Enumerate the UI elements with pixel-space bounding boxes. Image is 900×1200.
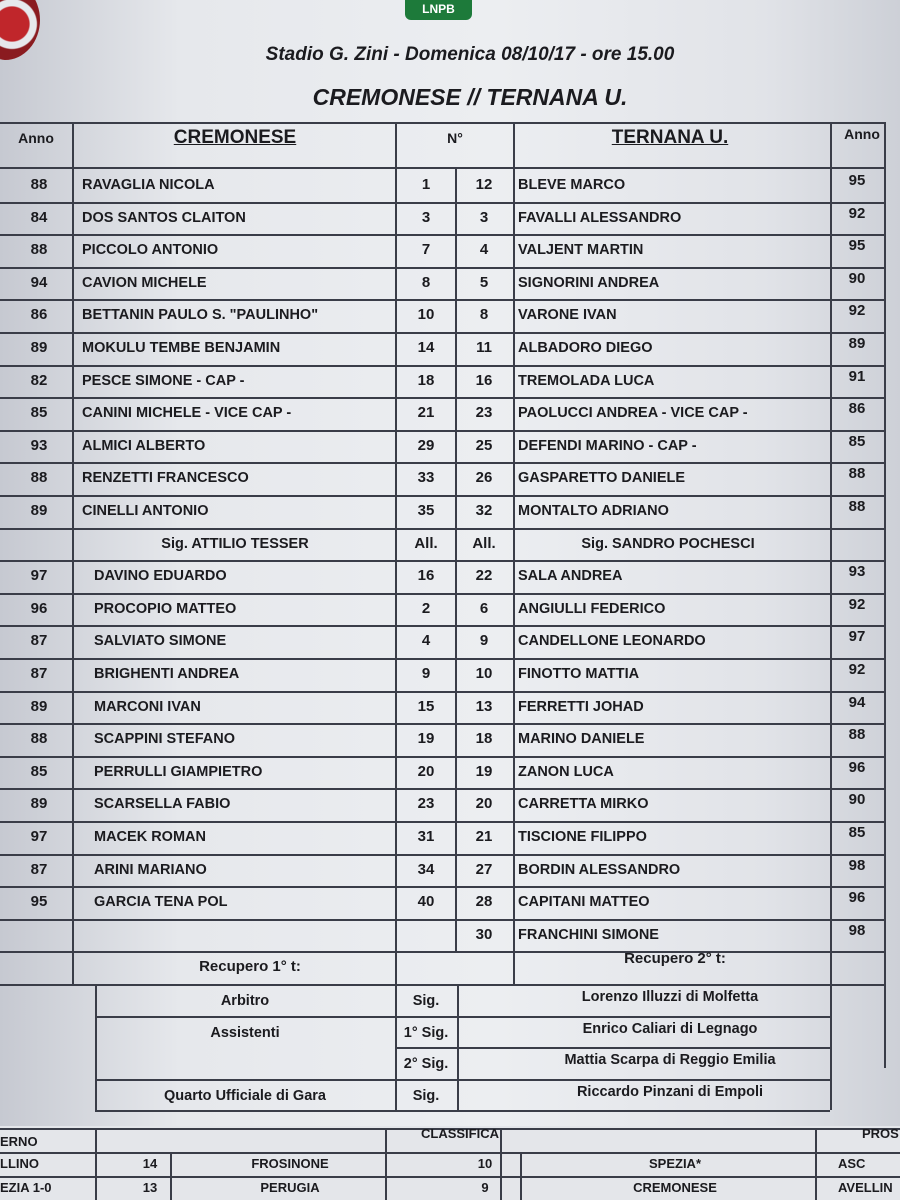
away-player-year: 92 bbox=[848, 595, 866, 613]
away-player-year: 94 bbox=[848, 693, 866, 711]
home-player-number: 1 bbox=[421, 176, 431, 193]
home-player-year: 84 bbox=[30, 208, 48, 226]
away-player-number: 4 bbox=[479, 241, 489, 259]
home-player-number: 21 bbox=[417, 404, 435, 422]
away-player-year: 92 bbox=[848, 302, 866, 320]
away-player-name: SIGNORINI ANDREA bbox=[518, 274, 660, 291]
away-player-name: DEFENDI MARINO - CAP - bbox=[518, 437, 697, 454]
column-divider bbox=[95, 984, 97, 1110]
official-name: Riccardo Pinzani di Empoli bbox=[576, 1083, 764, 1100]
header-year-home: Anno bbox=[18, 130, 54, 146]
away-player-number: 30 bbox=[475, 925, 493, 943]
away-player-number: 12 bbox=[475, 176, 493, 193]
away-player-name: VALJENT MARTIN bbox=[518, 242, 644, 259]
row-divider bbox=[0, 658, 884, 660]
away-player-year: 96 bbox=[848, 889, 866, 907]
home-player-number: 31 bbox=[417, 828, 435, 845]
home-player-number: 19 bbox=[417, 730, 435, 748]
standings-strip bbox=[0, 1126, 900, 1200]
away-player-number: 16 bbox=[475, 371, 493, 389]
home-player-year: 89 bbox=[30, 339, 48, 356]
footer-divider bbox=[520, 1152, 522, 1200]
home-player-name: BETTANIN PAULO S. "PAULINHO" bbox=[82, 307, 319, 324]
home-player-name: CAVION MICHELE bbox=[82, 274, 207, 291]
away-player-year: 98 bbox=[848, 921, 866, 939]
row-divider bbox=[0, 299, 884, 301]
row-divider bbox=[0, 528, 884, 530]
home-player-year: 88 bbox=[30, 176, 48, 193]
away-player-name: MARINO DANIELE bbox=[518, 731, 645, 748]
home-player-number: 9 bbox=[421, 665, 431, 682]
official-name: Mattia Scarpa di Reggio Emilia bbox=[564, 1052, 776, 1068]
away-coach: Sig. SANDRO POCHESCI bbox=[581, 535, 755, 552]
home-player-number: 16 bbox=[417, 567, 435, 585]
home-player-name: MACEK ROMAN bbox=[94, 829, 206, 845]
away-player-name: SALA ANDREA bbox=[518, 568, 623, 585]
away-player-number: 18 bbox=[475, 730, 493, 748]
away-player-number: 26 bbox=[475, 469, 493, 487]
row-divider bbox=[395, 1047, 830, 1049]
column-divider bbox=[884, 122, 886, 1068]
home-player-year: 87 bbox=[30, 665, 48, 682]
away-player-year: 95 bbox=[848, 172, 866, 189]
away-player-year: 97 bbox=[848, 628, 866, 646]
away-player-name: CAPITANI MATTEO bbox=[518, 894, 650, 911]
home-player-number: 18 bbox=[417, 371, 435, 389]
away-player-name: ANGIULLI FEDERICO bbox=[518, 600, 666, 617]
home-player-number: 33 bbox=[417, 469, 435, 487]
footer-cell: 14 bbox=[142, 1156, 158, 1171]
footer-divider bbox=[815, 1128, 817, 1200]
home-player-name: ALMICI ALBERTO bbox=[82, 437, 206, 454]
away-player-number: 6 bbox=[479, 599, 489, 617]
home-player-number: 10 bbox=[417, 306, 435, 324]
away-player-number: 28 bbox=[475, 893, 493, 911]
first-half-recovery: Recupero 1° t: bbox=[199, 958, 301, 976]
home-player-year: 89 bbox=[30, 697, 48, 715]
home-player-name: MARCONI IVAN bbox=[94, 698, 201, 715]
away-player-year: 88 bbox=[848, 498, 866, 515]
header-home-team: CREMONESE bbox=[173, 127, 297, 148]
home-player-name: DAVINO EDUARDO bbox=[94, 568, 227, 585]
away-player-name: VARONE IVAN bbox=[518, 307, 617, 324]
row-divider bbox=[0, 365, 884, 367]
home-player-year: 82 bbox=[30, 371, 48, 389]
home-player-name: PICCOLO ANTONIO bbox=[82, 242, 219, 259]
home-player-year: 96 bbox=[30, 599, 48, 617]
second-half-recovery: Recupero 2° t: bbox=[624, 950, 726, 968]
home-player-number: 14 bbox=[417, 339, 435, 356]
row-divider bbox=[95, 1110, 830, 1112]
footer-divider bbox=[170, 1152, 172, 1200]
footer-classifica: CLASSIFICA bbox=[421, 1126, 499, 1141]
home-player-year: 94 bbox=[30, 273, 48, 291]
header-year-away: Anno bbox=[844, 126, 880, 142]
footer-cell: 10 bbox=[477, 1156, 493, 1171]
row-divider bbox=[0, 723, 884, 725]
home-player-number: 2 bbox=[421, 599, 431, 617]
home-player-year: 86 bbox=[30, 306, 48, 324]
away-player-year: 92 bbox=[848, 204, 866, 222]
footer-right-header: PROS bbox=[862, 1126, 899, 1141]
away-player-number: 9 bbox=[479, 632, 489, 650]
row-divider bbox=[0, 788, 884, 790]
home-player-name: PROCOPIO MATTEO bbox=[94, 600, 237, 617]
away-player-year: 86 bbox=[848, 400, 866, 418]
footer-cell: LLINO bbox=[0, 1156, 39, 1171]
footer-cell: CREMONESE bbox=[633, 1180, 717, 1195]
home-player-year: 93 bbox=[30, 436, 48, 454]
column-divider bbox=[513, 122, 515, 984]
footer-cell: FROSINONE bbox=[251, 1156, 329, 1171]
row-divider bbox=[0, 821, 884, 823]
away-player-year: 96 bbox=[848, 758, 866, 776]
home-player-number: 8 bbox=[421, 273, 431, 291]
away-player-name: PAOLUCCI ANDREA - VICE CAP - bbox=[518, 405, 748, 422]
footer-cell: 13 bbox=[142, 1180, 158, 1195]
home-player-year: 89 bbox=[30, 502, 48, 519]
away-player-year: 88 bbox=[848, 465, 866, 483]
away-player-number: 20 bbox=[475, 795, 493, 813]
row-divider bbox=[0, 886, 884, 888]
official-title: Sig. bbox=[412, 993, 440, 1009]
official-title: 1° Sig. bbox=[403, 1024, 449, 1041]
row-divider bbox=[0, 462, 884, 464]
away-player-number: 19 bbox=[475, 762, 493, 780]
column-divider bbox=[830, 122, 832, 984]
away-player-name: ALBADORO DIEGO bbox=[518, 340, 653, 356]
away-player-number: 13 bbox=[475, 697, 493, 715]
home-player-year: 95 bbox=[30, 893, 48, 911]
away-coach-label: All. bbox=[472, 534, 496, 552]
footer-cell: PERUGIA bbox=[260, 1180, 320, 1195]
official-title: Sig. bbox=[412, 1087, 440, 1104]
row-divider bbox=[0, 167, 884, 169]
home-player-number: 23 bbox=[417, 795, 435, 813]
home-player-number: 29 bbox=[417, 436, 435, 454]
away-player-name: FAVALLI ALESSANDRO bbox=[518, 209, 682, 226]
footer-cell: 9 bbox=[481, 1180, 489, 1195]
column-divider bbox=[830, 984, 832, 1110]
column-divider bbox=[72, 122, 74, 984]
away-player-year: 93 bbox=[848, 563, 866, 581]
header-number: N° bbox=[447, 130, 463, 146]
official-title: 2° Sig. bbox=[403, 1056, 449, 1072]
home-player-number: 15 bbox=[417, 697, 435, 715]
away-player-name: CARRETTA MIRKO bbox=[518, 796, 649, 813]
column-divider bbox=[395, 122, 397, 984]
row-divider bbox=[0, 560, 884, 562]
away-player-number: 23 bbox=[475, 404, 493, 422]
away-player-name: BORDIN ALESSANDRO bbox=[518, 861, 681, 878]
away-player-number: 22 bbox=[475, 567, 493, 585]
home-player-year: 88 bbox=[30, 469, 48, 487]
match-title: CREMONESE // TERNANA U. bbox=[312, 84, 628, 110]
row-divider bbox=[0, 919, 884, 921]
official-name: Enrico Caliari di Legnago bbox=[582, 1020, 758, 1037]
home-player-year: 88 bbox=[30, 241, 48, 259]
away-player-name: CANDELLONE LEONARDO bbox=[518, 633, 706, 650]
home-player-number: 40 bbox=[417, 893, 435, 911]
row-divider bbox=[0, 202, 884, 204]
away-player-year: 91 bbox=[848, 367, 866, 385]
home-player-name: BRIGHENTI ANDREA bbox=[94, 666, 240, 682]
away-player-year: 98 bbox=[848, 856, 866, 874]
away-player-year: 88 bbox=[848, 726, 866, 744]
home-player-year: 89 bbox=[30, 795, 48, 813]
lnpb-logo: LNPB bbox=[405, 0, 472, 20]
home-player-number: 34 bbox=[417, 860, 435, 878]
row-divider bbox=[0, 691, 884, 693]
row-divider bbox=[0, 854, 884, 856]
footer-divider bbox=[95, 1128, 97, 1200]
away-player-year: 89 bbox=[848, 335, 866, 352]
away-player-year: 92 bbox=[848, 661, 866, 678]
home-player-name: PESCE SIMONE - CAP - bbox=[82, 372, 245, 389]
footer-cell: EZIA 1-0 bbox=[0, 1180, 52, 1195]
home-player-number: 20 bbox=[417, 762, 435, 780]
away-player-number: 10 bbox=[475, 665, 493, 682]
row-divider bbox=[0, 495, 884, 497]
home-player-name: SALVIATO SIMONE bbox=[94, 633, 227, 650]
away-player-number: 5 bbox=[479, 273, 489, 291]
home-player-name: SCARSELLA FABIO bbox=[94, 796, 231, 813]
row-divider bbox=[0, 625, 884, 627]
away-player-number: 25 bbox=[475, 436, 493, 454]
row-divider bbox=[0, 122, 884, 124]
home-coach-label: All. bbox=[414, 534, 438, 552]
home-player-number: 4 bbox=[421, 632, 431, 650]
row-divider bbox=[0, 756, 884, 758]
away-player-year: 90 bbox=[848, 269, 866, 287]
home-player-year: 97 bbox=[30, 567, 48, 585]
away-player-number: 27 bbox=[475, 860, 493, 878]
away-player-name: FERRETTI JOHAD bbox=[518, 698, 644, 715]
row-divider bbox=[0, 397, 884, 399]
home-player-name: DOS SANTOS CLAITON bbox=[82, 209, 246, 226]
away-player-name: FRANCHINI SIMONE bbox=[518, 926, 659, 943]
home-player-name: ARINI MARIANO bbox=[94, 861, 207, 878]
footer-cell: SPEZIA* bbox=[648, 1156, 701, 1171]
home-coach: Sig. ATTILIO TESSER bbox=[161, 535, 309, 552]
home-player-name: RENZETTI FRANCESCO bbox=[82, 470, 249, 487]
home-player-number: 3 bbox=[421, 208, 431, 226]
home-player-year: 97 bbox=[30, 828, 48, 845]
home-player-number: 7 bbox=[421, 241, 431, 259]
away-player-number: 8 bbox=[479, 306, 489, 324]
header-away-team: TERNANA U. bbox=[611, 127, 729, 148]
away-player-name: TREMOLADA LUCA bbox=[518, 372, 655, 389]
row-divider bbox=[0, 430, 884, 432]
away-player-number: 11 bbox=[476, 339, 492, 356]
away-player-name: MONTALTO ADRIANO bbox=[518, 503, 669, 519]
home-player-number: 35 bbox=[417, 502, 435, 519]
footer-cell: ASC bbox=[838, 1156, 866, 1171]
home-player-year: 87 bbox=[30, 632, 48, 650]
home-player-name: PERRULLI GIAMPIETRO bbox=[94, 763, 263, 780]
away-player-year: 85 bbox=[848, 432, 866, 450]
row-divider bbox=[0, 234, 884, 236]
footer-left-header: ERNO bbox=[0, 1134, 38, 1149]
home-player-year: 88 bbox=[30, 730, 48, 748]
official-role: Assistenti bbox=[210, 1024, 280, 1041]
away-player-year: 85 bbox=[848, 824, 866, 841]
away-player-name: TISCIONE FILIPPO bbox=[518, 829, 647, 845]
column-divider bbox=[457, 984, 459, 1110]
row-divider bbox=[0, 984, 884, 986]
official-name: Lorenzo Illuzzi di Molfetta bbox=[581, 989, 759, 1005]
home-player-name: CINELLI ANTONIO bbox=[82, 503, 209, 519]
away-player-year: 95 bbox=[848, 237, 866, 255]
venue-line: Stadio G. Zini - Domenica 08/10/17 - ore 15.00 bbox=[265, 44, 675, 65]
column-divider bbox=[455, 167, 457, 951]
home-player-name: SCAPPINI STEFANO bbox=[94, 731, 235, 748]
home-player-name: MOKULU TEMBE BENJAMIN bbox=[82, 340, 281, 356]
away-player-number: 32 bbox=[475, 502, 493, 519]
away-player-name: ZANON LUCA bbox=[518, 763, 614, 780]
home-player-year: 87 bbox=[30, 860, 48, 878]
home-player-year: 85 bbox=[30, 404, 48, 422]
away-player-name: GASPARETTO DANIELE bbox=[518, 470, 686, 487]
footer-cell: AVELLIN bbox=[838, 1180, 893, 1195]
official-role: Arbitro bbox=[220, 993, 270, 1009]
row-divider bbox=[0, 267, 884, 269]
column-divider bbox=[395, 984, 397, 1110]
home-player-name: CANINI MICHELE - VICE CAP - bbox=[82, 405, 292, 422]
home-player-name: GARCIA TENA POL bbox=[94, 894, 228, 911]
away-player-number: 21 bbox=[475, 828, 493, 845]
away-player-year: 90 bbox=[848, 791, 866, 809]
home-player-name: RAVAGLIA NICOLA bbox=[82, 177, 215, 193]
away-player-name: BLEVE MARCO bbox=[518, 177, 626, 193]
away-player-number: 3 bbox=[479, 208, 489, 226]
row-divider bbox=[0, 593, 884, 595]
away-player-name: FINOTTO MATTIA bbox=[518, 666, 640, 682]
official-role: Quarto Ufficiale di Gara bbox=[164, 1087, 326, 1104]
home-player-year: 85 bbox=[30, 762, 48, 780]
row-divider bbox=[0, 332, 884, 334]
